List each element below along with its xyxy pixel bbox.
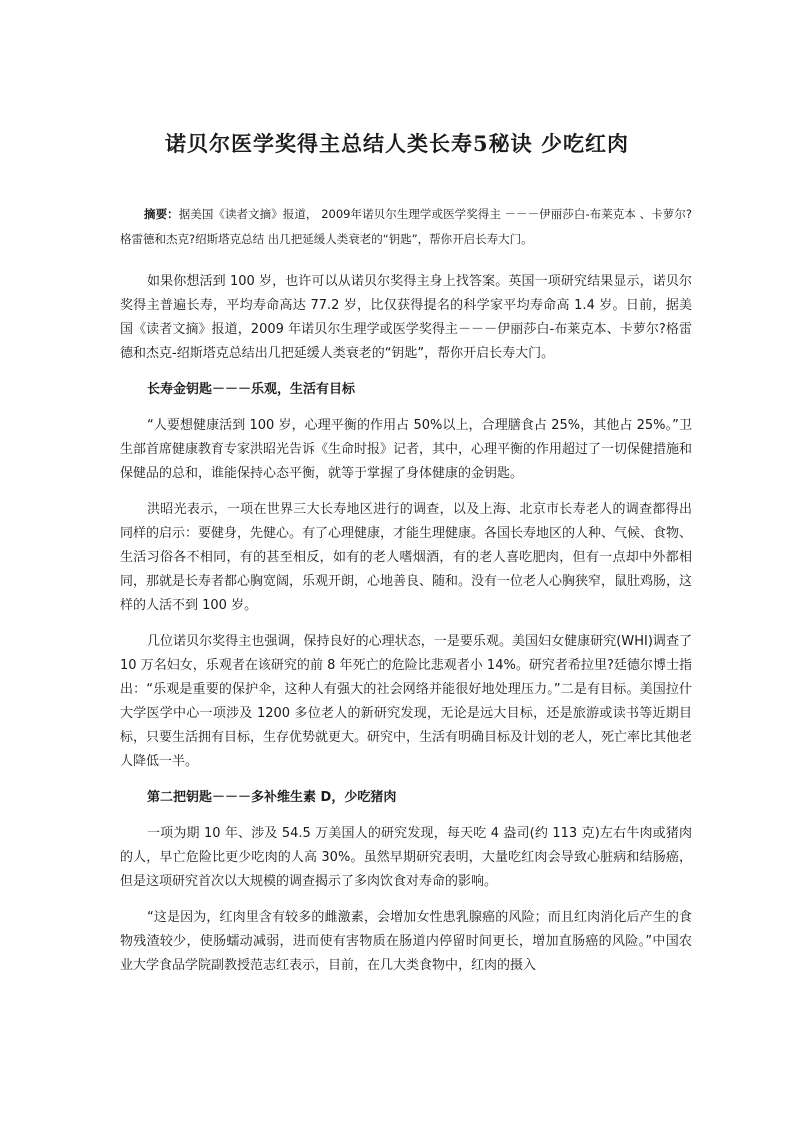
abstract-text: 据美国《读者文摘》报道， 2009年诺贝尔生理学或医学奖得主 －－－伊丽莎白-布莱克本 、卡萝尔?格雷德和杰克?绍斯塔克总结 出几把延缓人类衰老的“钥匙”，帮你开启长寿大门。 — [120, 207, 693, 246]
paragraph: “人要想健康活到 100 岁，心理平衡的作用占 50%以上，合理膳食占 25%，其他占 25%。”卫生部首席健康教育专家洪昭光告诉《生命时报》记者，其中，心理平衡的作用超过了一切保健措施和保健品的总和，谁能保持心态平衡，就等于掌握了身体健康的金钥匙。 — [120, 418, 693, 481]
paragraph: 一项为期 10 年、涉及 54.5 万美国人的研究发现，每天吃 4 盎司(约 113 克)左右牛肉或猪肉的人，早亡危险比更少吃肉的人高 30%。虽然早期研究表明，大量吃红肉会导致心脏病和结肠癌，但是这项研究首次以大规模的调查揭示了多肉饮食对寿命的影响。 — [120, 826, 692, 889]
paragraph: 几位诺贝尔奖得主也强调，保持良好的心理状态，一是要乐观。美国妇女健康研究(WHI)调查了 10 万名妇女，乐观者在该研究的前 8 年死亡的危险比悲观者小 14%。研究者希拉里?廷德尔博士指出：“乐观是重要的保护伞，这种人有强大的社会网络并能很好地处理压力。”二是有目标。美国拉什大学医学中心一项涉及 1200 多位老人的新研究发现，无论是远大目标，还是旅游或读书等近期目标，只要生活拥有目标，生存优势就更大。研究中，生活有明确目标及计划的老人，死亡率比其他老人降低一半。 — [120, 634, 693, 769]
article-abstract — [120, 202, 692, 252]
paragraph: “这是因为，红肉里含有较多的雌激素，会增加女性患乳腺癌的风险；而且红肉消化后产生的食物残渣较少，使肠蠕动减弱，进而使有害物质在肠道内停留时间更长，增加直肠癌的风险。”中国农业大学食品学院副教授范志红表示，目前，在几大类食物中，红肉的摄入 — [120, 910, 692, 973]
section-heading: 第二把钥匙－－－多补维生素 D，少吃猪肉 — [147, 790, 397, 805]
article-title: 诺贝尔医学奖得主总结人类长寿5秘诀 少吃红肉 — [165, 131, 629, 156]
article-body — [120, 270, 692, 990]
abstract-label: 摘要： — [144, 207, 179, 221]
paragraph: 洪昭光表示，一项在世界三大长寿地区进行的调查，以及上海、北京市长寿老人的调查都得出同样的启示：要健身，先健心。有了心理健康，才能生理健康。各国长寿地区的人种、气候、食物、生活习俗各不相同，有的甚至相反，如有的老人嗜烟酒，有的老人喜吃肥肉，但有一点却中外都相同，那就是长寿者都心胸宽阔，乐观开朗，心地善良、随和。没有一位老人心胸狭窄，鼠肚鸡肠，这样的人活不到 100 岁。 — [120, 502, 693, 613]
section-heading: 长寿金钥匙－－－乐观，生活有目标 — [147, 382, 356, 397]
paragraph: 如果你想活到 100 岁，也许可以从诺贝尔奖得主身上找答案。英国一项研究结果显示，诺贝尔奖得主普遍长寿，平均寿命高达 77.2 岁，比仅获得提名的科学家平均寿命高 1.4 岁。日前，据美国《读者文摘》报道，2009 年诺贝尔生理学或医学奖得主－－－伊丽莎白-布莱克本、卡萝尔?格雷德和杰克-绍斯塔克总结出几把延缓人类衰老的“钥匙”，帮你开启长寿大门。 — [120, 274, 692, 361]
